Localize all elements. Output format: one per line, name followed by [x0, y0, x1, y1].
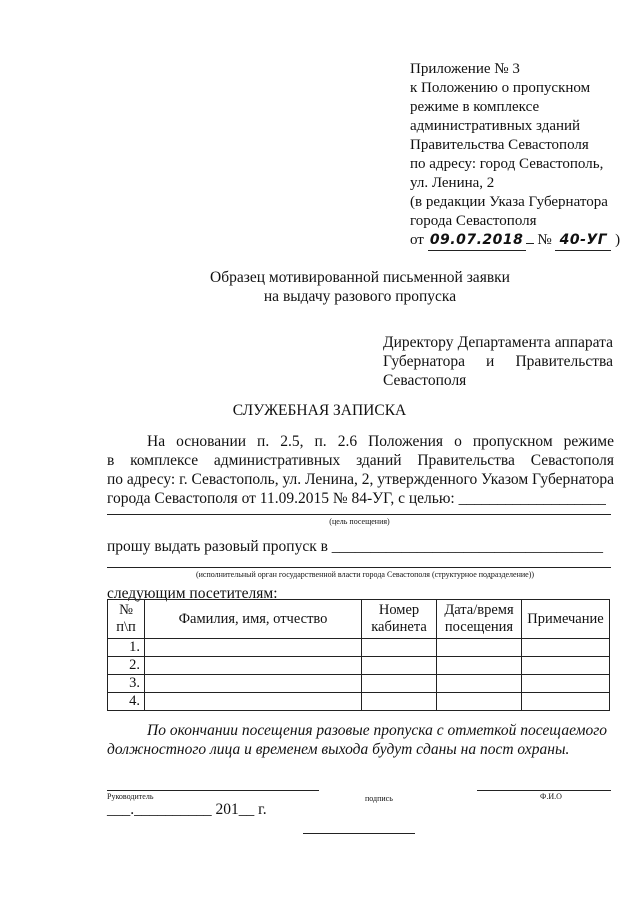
number-prefix: № — [537, 232, 552, 248]
visitors-label: следующим посетителям: — [107, 585, 278, 602]
addressee-line2: Губернатора и Правительства — [383, 353, 613, 370]
row-number: 4. — [108, 693, 145, 711]
organ-caption: (исполнительный орган государственной власти города Севастополя (структурное подразделение)) — [195, 570, 535, 579]
cell-room[interactable] — [362, 639, 437, 657]
purpose-caption: (цель посещения) — [329, 517, 390, 526]
table-header-row — [108, 600, 610, 639]
head-signature-line — [107, 790, 319, 791]
appendix-line: Правительства Севастополя — [410, 137, 589, 153]
visitors-table — [107, 599, 610, 711]
cell-room[interactable] — [362, 675, 437, 693]
memo-title: СЛУЖЕБНАЯ ЗАПИСКА — [232, 402, 407, 419]
table-row — [108, 693, 610, 711]
appendix-line: ул. Ленина, 2 — [410, 175, 495, 191]
table-row — [108, 675, 610, 693]
header-datetime: Дата/время посещения — [437, 600, 522, 639]
cell-note[interactable] — [522, 639, 610, 657]
header-note: Примечание — [522, 600, 610, 639]
cell-name[interactable] — [145, 639, 362, 657]
closing-note-line2: должностного лица и временем выхода будут сданы на пост охраны. — [107, 741, 570, 758]
cell-note[interactable] — [522, 693, 610, 711]
row-number: 3. — [108, 675, 145, 693]
organ-line — [107, 567, 611, 568]
sample-title-line2: на выдачу разового пропуска — [263, 288, 457, 305]
body-line1: На основании п. 2.5, п. 2.6 Положения о пропускном режиме — [147, 433, 614, 450]
appendix-line: административных зданий — [410, 118, 581, 134]
cell-name[interactable] — [145, 675, 362, 693]
body-line3: по адресу: г. Севастополь, ул. Ленина, 2, утвержденного Указом Губернатора — [107, 471, 615, 488]
cell-datetime[interactable] — [437, 693, 522, 711]
cell-name[interactable] — [145, 657, 362, 675]
sign-label: подпись — [365, 794, 393, 803]
cell-name[interactable] — [145, 693, 362, 711]
fio-label: Ф.И.О — [540, 792, 562, 801]
addressee-block — [383, 333, 613, 390]
head-label: Руководитель — [107, 792, 154, 801]
body-line2: в комплексе административных зданий Правительства Севастополя — [107, 452, 614, 469]
table-row — [108, 657, 610, 675]
header-name: Фамилия, имя, отчество — [145, 600, 362, 639]
appendix-line: по адресу: город Севастополь, — [410, 156, 604, 172]
request-text: прошу выдать разовый пропуск в ___________________________________ — [107, 538, 604, 555]
fio-signature-line — [477, 790, 611, 791]
appendix-line: (в редакции Указа Губернатора — [410, 194, 608, 210]
appendix-line: режиме в комплексе — [410, 99, 540, 115]
table-row — [108, 639, 610, 657]
cell-datetime[interactable] — [437, 657, 522, 675]
appendix-line: к Положению о пропускном — [410, 80, 591, 96]
appendix-line: Приложение № 3 — [410, 61, 520, 77]
signature-date: ___.__________ 201__ г. — [107, 801, 267, 818]
purpose-line — [107, 514, 611, 515]
cell-room[interactable] — [362, 693, 437, 711]
header-num: № п\п — [108, 600, 145, 639]
date-prefix: от — [410, 232, 424, 248]
cell-room[interactable] — [362, 657, 437, 675]
sample-title-line1: Образец мотивированной письменной заявки — [210, 269, 510, 286]
cell-datetime[interactable] — [437, 675, 522, 693]
row-number: 1. — [108, 639, 145, 657]
appendix-block — [410, 60, 625, 251]
body-line4: города Севастополя от 11.09.2015 № 84-УГ, с целью: ___________________ — [107, 490, 606, 507]
header-room: Номер кабинета — [362, 600, 437, 639]
bottom-line — [303, 833, 415, 834]
handwritten-number: 40-УГ — [555, 231, 611, 251]
cell-note[interactable] — [522, 657, 610, 675]
sample-title — [150, 268, 570, 306]
memo-body — [107, 432, 614, 508]
cell-datetime[interactable] — [437, 639, 522, 657]
addressee-line1: Директору Департамента аппарата — [383, 334, 613, 351]
appendix-date-line — [410, 231, 625, 251]
close-paren: ) — [615, 232, 621, 248]
addressee-line3: Севастополя — [383, 372, 467, 389]
appendix-line: города Севастополя — [410, 213, 537, 229]
row-number: 2. — [108, 657, 145, 675]
cell-note[interactable] — [522, 675, 610, 693]
closing-note — [107, 721, 614, 759]
closing-note-line1: По окончании посещения разовые пропуска с отметкой посещаемого — [147, 722, 608, 739]
handwritten-date: 09.07.2018 — [428, 231, 526, 251]
